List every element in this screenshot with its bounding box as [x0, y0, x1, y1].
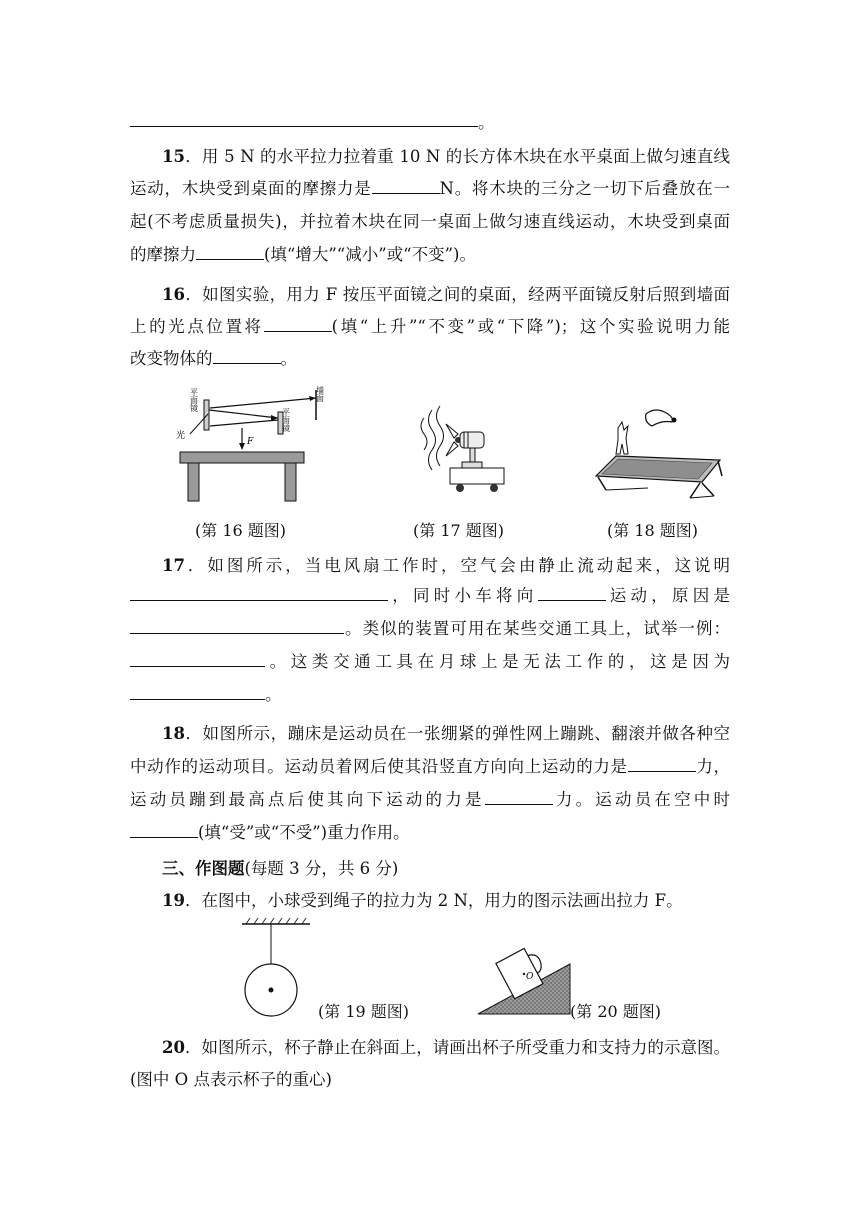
caption-fig-17: (第 17 题图) [413, 521, 505, 540]
caption-fig-19: (第 19 题图) [318, 1002, 410, 1021]
answer-blank[interactable] [130, 585, 388, 601]
q19-number: 19 [162, 891, 185, 910]
answer-blank[interactable] [485, 789, 553, 805]
q17-line-1: 17．如图所示，当电风扇工作时，空气会由静止流动起来，这说明 [162, 556, 730, 575]
q15-line-3: 起(不考虑质量损失)，并拉着木块在同一桌面上做匀速直线运动，木块受到桌面 [130, 212, 730, 231]
q17-line-3: 。类似的装置可用在某些交通工具上，试举一例： [130, 618, 730, 640]
figure-16-mirror-table [170, 380, 340, 505]
answer-blank[interactable] [628, 756, 696, 772]
table-leg-left [188, 463, 199, 501]
q17-number: 17 [162, 556, 185, 575]
q19-line-1: 19．在图中，小球受到绳子的拉力为 2 N，用力的图示法画出拉力 F。 [162, 891, 683, 910]
q16-line-1: 16．如图实验，用力 F 按压平面镜之间的桌面，经两平面镜反射后照到墙面 [162, 285, 730, 304]
answer-blank[interactable] [538, 585, 606, 601]
section-note: (每题 3 分，共 6 分) [244, 859, 399, 878]
mirror-right-label: 平面镜 [281, 408, 291, 432]
q15-number: 15 [162, 147, 185, 166]
cart-body [450, 468, 504, 484]
q15-line-2: 运动，木块受到桌面的摩擦力是 N。将木块的三分之一切下后叠放在一 [130, 179, 731, 198]
table-leg-right [285, 463, 296, 501]
q16-line-3: 改变物体的 。 [130, 349, 297, 368]
table-top [180, 452, 304, 463]
figure-19-hanging-ball [236, 918, 316, 1018]
answer-blank[interactable] [196, 244, 264, 260]
figure-20-cup-incline [476, 934, 572, 1016]
section-title: 三、作图题 [162, 859, 245, 878]
q16-line-2: 上的光点位置将 (填“上升”“不变”或“下降”)；这个实验说明力能 [130, 317, 730, 336]
q20-line-1: 20．如图所示，杯子静止在斜面上，请画出杯子所受重力和支持力的示意图。 [162, 1038, 730, 1057]
answer-blank[interactable] [213, 348, 281, 364]
q18-line-1: 18．如图所示，蹦床是运动员在一张绷紧的弹性网上蹦跳、翻滚并做各种空 [162, 724, 730, 743]
period: 。 [478, 113, 495, 132]
answer-blank[interactable] [130, 618, 344, 634]
answer-blank[interactable] [130, 822, 198, 838]
q17-line-5: 。 [130, 684, 730, 706]
caption-fig-16: (第 16 题图) [195, 521, 287, 540]
answer-blank[interactable] [130, 651, 265, 667]
light-label: 光 [176, 431, 186, 441]
figure-17-fan-cart [410, 398, 520, 498]
mirror-left-label: 平面镜 [189, 388, 199, 412]
caption-fig-18: (第 18 题图) [607, 521, 699, 540]
answer-blank-line [130, 126, 478, 127]
center-of-gravity-label: O [526, 972, 534, 982]
q17-line-4: 。这类交通工具在月球上是无法工作的，这是因为 [130, 651, 730, 673]
q15-line-1: 15．用 5 N 的水平拉力拉着重 10 N 的长方体木块在水平桌面上做匀速直线 [162, 147, 730, 166]
q20-line-2: (图中 O 点表示杯子的重心) [130, 1070, 332, 1089]
q16-number: 16 [162, 285, 185, 304]
q18-number: 18 [162, 724, 185, 743]
answer-blank[interactable] [130, 684, 265, 700]
figure-18-trampoline [588, 408, 728, 503]
q17-line-2: ，同时小车将向 运动，原因是 [130, 585, 730, 607]
q18-line-4: (填“受”或“不受”)重力作用。 [130, 822, 730, 844]
force-label: F [247, 437, 254, 447]
caption-fig-20: (第 20 题图) [570, 1002, 662, 1021]
q18-line-3: 运动员蹦到最高点后使其向下运动的力是 力。运动员在空中时 [130, 790, 731, 809]
answer-blank[interactable] [264, 316, 332, 332]
q20-number: 20 [162, 1038, 185, 1057]
ball-center [269, 988, 274, 993]
answer-blank[interactable] [372, 178, 440, 194]
section-3-heading [162, 858, 730, 880]
q18-line-2: 中动作的运动项目。运动员着网后使其沿竖直方向向上运动的力是 力， [130, 757, 731, 776]
q15-line-4: 的摩擦力 (填“增大”“减小”或“不变”)。 [130, 245, 476, 264]
wall-label: 墙面 [315, 386, 325, 402]
